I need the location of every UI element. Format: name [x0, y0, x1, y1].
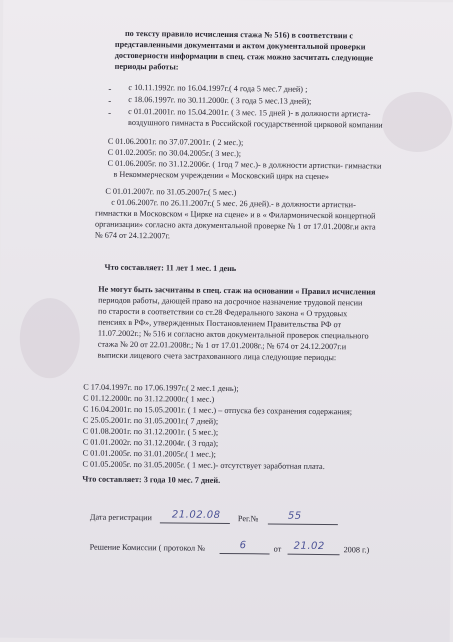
bullet-dash: - — [108, 83, 112, 94]
bullet-dash: - — [108, 107, 112, 118]
excluded-period: С 01.12.2000г. по 31.12.2000г.( 1 мес.) — [83, 393, 215, 404]
intro-line: периоды работы: — [114, 61, 179, 72]
intro-line: представленными документами и актом документальной проверки — [114, 39, 366, 52]
not-counted-line: выписки лицевого счета застрахованного лица следующие периоды: — [97, 350, 337, 363]
not-counted-line: стажа № 20 от 22.01.2008г.; № 1 от 17.01.2008г.; № 674 от 24.12.2007г.и — [97, 339, 347, 352]
total-excluded: Что составляет: 3 года 10 мес. 7 дней. — [82, 474, 221, 485]
not-counted-line: по старости в соответствии со ст.28 Федерального закона « О трудовых — [98, 306, 348, 319]
excluded-period: С 01.01.2005г. по 31.01.2005г.( 1 мес.); — [82, 448, 216, 459]
paper-stain — [19, 298, 80, 379]
commission-date-value: 21.02 — [293, 540, 325, 553]
registration-date-label: Дата регистрации — [89, 512, 153, 523]
excluded-period: С 17.04.1997г. по 17.06.1997г.( 2 мес.1 день); — [83, 382, 239, 394]
not-counted-heading: Не могут быть засчитаны в спец. стаж на основании « Правил исчисления — [98, 284, 376, 297]
not-counted-line: 11.07.2002г.; № 516 и согласно актов документальной проверок специального — [97, 328, 369, 341]
not-counted-line: пенсиях в РФ», утвержденных Постановлением Правительства РФ от — [97, 317, 342, 330]
registration-number-value: 55 — [287, 510, 302, 522]
bullet-item: с 10.11.1992г. по 16.04.1997г.( 4 года 5 мес.7 дней) ; — [128, 82, 308, 94]
excluded-period: С 01.05.2005г. по 31.05.2005г. ( 1 мес.)- отсутствует заработная плата. — [82, 459, 325, 472]
period-line: С 01.06.2005г. по 31.12.2006г. ( 1год 7 мес.)- в должности артистки- гимнастки — [107, 158, 382, 171]
excluded-period: С 01.01.2002г. по 31.12.2004г. ( 3 года); — [82, 437, 219, 448]
commission-date-field — [288, 540, 340, 556]
excluded-period: С 16.04.2001г. по 15.05.2001г. ( 1 мес.) – отпуска без сохранения содержания; — [83, 404, 353, 417]
period-line: организации» согласно акта документальной проверке № 1 от 17.01.2008г.и акта — [94, 219, 376, 232]
period-line: № 674 от 24.12.2007г. — [94, 230, 171, 241]
period-line: гимнастки в Московском « Цирке на сцене» и в « Филармонической концертной — [95, 208, 376, 221]
protocol-number-field — [220, 542, 270, 555]
paper-stain — [382, 92, 453, 153]
commission-label: Решение Комиссии ( протокол № — [89, 542, 206, 553]
bullet-item: с 18.06.1997г. по 30.11.2000г. ( 3 года 5 мес.13 дней); — [128, 94, 312, 106]
registration-number-label: Рег.№ — [237, 514, 259, 524]
bullet-item: с 01.01.2001г. по 15.04.2001г. ( 3 мес. 15 дней )- в должности артиста- — [128, 106, 371, 119]
intro-line: достоверности информации в спец. стаж можно засчитать следующие — [114, 50, 374, 63]
bullet-dash: - — [108, 95, 112, 106]
total-special-stage: Что составляет: 11 лет 1 мес. 1 день — [104, 262, 237, 274]
excluded-period: С 01.08.2001г. по 31.12.2001г. ( 5 мес.); — [82, 426, 219, 437]
period-line: в Некоммерческом учреждении « Московский цирк на сцене» — [113, 169, 330, 182]
period-line: С 01.02.2005г. по 30.04.2005г.( 3 мес.); — [107, 147, 242, 159]
period-line: с 01.06.2007г. по 26.11.2007г.( 5 мес. 26 дней).- в должности артистки- — [111, 197, 356, 210]
intro-line: по тексту правило исчисления стажа № 516) в соответствии с — [124, 28, 354, 41]
period-line: С 01.01.2007г. по 31.05.2007г.( 5 мес.) — [105, 186, 237, 198]
commission-from-label: от — [273, 544, 282, 554]
not-counted-line: периодов работы, дающей право на досрочное назначение трудовой пенсии — [98, 295, 363, 308]
registration-number-field — [268, 512, 338, 525]
commission-year: 2008 г.) — [343, 545, 370, 555]
registration-date-value: 21.02.08 — [171, 509, 221, 521]
protocol-number-value: 6 — [239, 540, 247, 552]
excluded-period: С 25.05.2001г. по 31.05.2001г.( 7 дней); — [82, 415, 219, 426]
bullet-item: воздушного гимнаста в Российской государственной цирковой компании — [128, 117, 383, 130]
registration-date-field — [160, 511, 230, 524]
period-line: С 01.06.2001г. по 37.07.2001г. ( 2 мес.); — [107, 136, 244, 148]
